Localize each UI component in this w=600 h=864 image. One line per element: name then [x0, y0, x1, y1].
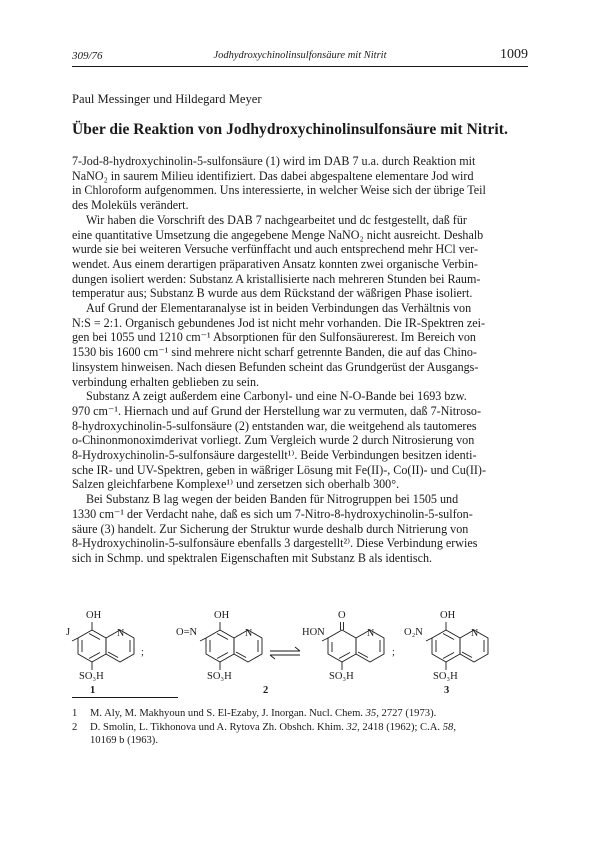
footnote-number: 1 [72, 708, 78, 719]
text-line: Salzen gleichfarbene Komplexe¹⁾ und zersetzen sich oberhalb 300°. [72, 477, 400, 492]
text-line: Bei Substanz B lag wegen der beiden Banden für Nitrogruppen bei 1505 und [86, 492, 459, 507]
text-line: sche IR- und UV-Spektren, geben in wäßriger Lösung mit Fe(II)-, Co(II)- und Cu(II)- [72, 462, 486, 477]
footnote-rule [72, 697, 178, 698]
volume: 32 [346, 721, 358, 733]
authors: Paul Messinger und Hildegard Meyer [72, 92, 262, 106]
sulfo-label: SO₃H [79, 671, 104, 682]
structure-2-oxime [302, 610, 395, 682]
text-line: wendet. Aus einem derartigen präparativen Ansatz konnten zwei organische Verbin- [72, 256, 478, 271]
text-line: eine quantitative Umsetzung die angegebene Menge NaNO₂ nicht ausreicht. Deshalb [72, 227, 484, 242]
separator: ; [141, 647, 144, 658]
text-line: 970 cm⁻¹. Hiernach und auf Grund der Herstellung war zu vermuten, daß 7-Nitroso- [72, 403, 481, 418]
text-line: dungen isoliert werden: Substanz A kristallisierte nach mehreren Stunden bei Raum- [72, 271, 481, 286]
footnote-continuation: 10169 b (1963). [90, 735, 158, 747]
volume: 35 [365, 708, 377, 719]
footnote-text [90, 707, 528, 721]
footnotes [72, 707, 528, 748]
text-line: temperatur aus; Substanz B wurde aus dem Rückstand der wäßrigen Phase isoliert. [72, 286, 473, 301]
text-line: in Chloroform aufgenommen. Uns interessierte, in welcher Weise sich der übrige Teil [72, 183, 486, 198]
header-rule [72, 66, 528, 67]
structure-1 [66, 610, 144, 694]
text-line: o-Chinonmonoximderivat vorliegt. Zum Vergleich wurde 2 durch Nitrosierung von [72, 433, 475, 448]
footnote-pages: , 2727 (1973). [376, 708, 437, 719]
article-title: Über die Reaktion von Jodhydroxychinolinsulfonsäure mit Nitrit. [72, 121, 508, 138]
structure-2-nitroso [176, 610, 262, 682]
paragraph-4 [72, 389, 528, 492]
text-line: 8-hydroxychinolin-5-sulfonsäure (2) entstanden war, die weitgehend als tautomeres [72, 418, 477, 433]
hydroxyl-label: OH [440, 610, 456, 621]
nitroso-label: O=N [176, 627, 198, 638]
footnote-text [90, 721, 528, 735]
footnote-pages: , 2418 (1962); C.A. [357, 721, 441, 733]
ring-nitrogen-label: N [471, 628, 479, 639]
article-body [72, 154, 528, 566]
iodo-label: J [66, 627, 71, 638]
text-line: sich in Schmp. und spektralen Eigenschaften mit Substanz B als identisch. [72, 550, 433, 565]
footnote-citation: D. Smolin, L. Tikhonova und A. Rytova Zh. Obshch. Khim. [90, 721, 344, 733]
footnote [72, 721, 528, 748]
text-line: NaNO₂ in saurem Milieu identifiziert. Das dabei abgespaltene elementare Jod wird [72, 168, 474, 183]
text-line: des Moleküls verändert. [72, 198, 189, 213]
equilibrium-arrow [270, 647, 300, 659]
text-line: N:S = 2:1. Organisch gebundenes Jod ist nicht mehr vorhanden. Die IR-Spektren zei- [72, 315, 485, 330]
footnote-pages: , [453, 721, 456, 733]
compound-number: 3 [444, 685, 450, 694]
footnote [72, 707, 528, 721]
text-line: säure (3) handelt. Zur Sicherung der Struktur wurde deshalb durch Nitrierung von [72, 521, 469, 536]
carbonyl-label: O [338, 610, 346, 621]
running-title: Jodhydroxychinolinsulfonsäure mit Nitrit [213, 50, 387, 61]
running-header [72, 47, 528, 66]
sulfo-label: SO₃H [329, 671, 354, 682]
hydroxyl-label: OH [214, 610, 230, 621]
paragraph-1 [72, 154, 528, 213]
ring-nitrogen-label: N [117, 628, 125, 639]
text-line: 8-Hydroxychinolin-5-sulfonsäure ebenfalls 3 dargestellt²⁾. Diese Verbindung erwies [72, 536, 478, 551]
compound-number: 2 [263, 685, 269, 694]
paragraph-3 [72, 301, 528, 389]
text-line: Wir haben die Vorschrift des DAB 7 nachgearbeitet und dc festgestellt, daß für [86, 212, 467, 227]
text-line: wurde sie bei weiteren Versuche verfünffacht und auch entsprechend mehr HCl ver- [72, 242, 478, 257]
structure-3 [404, 610, 488, 694]
paragraph-5 [72, 492, 528, 566]
footnote-citation: M. Aly, M. Makhyoun und S. El-Ezaby, J. Inorgan. Nucl. Chem. [90, 708, 363, 719]
ring-nitrogen-label: N [367, 628, 375, 639]
text-line: 7-Jod-8-hydroxychinolin-5-sulfonsäure (1) wird im DAB 7 u.a. durch Reaktion mit [72, 154, 476, 168]
separator: ; [392, 647, 395, 658]
text-line: 1530 bis 1600 cm⁻¹ sind mehrere nicht scharf getrennte Banden, die auf das Chino- [72, 345, 477, 360]
text-line: 8-Hydroxychinolin-5-sulfonsäure dargestellt¹⁾. Beide Verbindungen besitzen identi- [72, 448, 477, 463]
paragraph-2 [72, 213, 528, 301]
page-number: 1009 [500, 47, 528, 62]
sulfo-label: SO₃H [433, 671, 458, 682]
footnote-number: 2 [72, 721, 78, 733]
text-line: linsystem hinweisen. Nach diesen Befunden scheint das Grundgerüst der Ausgangs- [72, 359, 479, 374]
text-line: 1330 cm⁻¹ der Verdacht nahe, daß es sich um 7-Nitro-8-hydroxychinolin-5-sulfon- [72, 506, 473, 521]
ring-nitrogen-label: N [245, 628, 253, 639]
structure-diagram [0, 606, 600, 694]
text-line: Substanz A zeigt außerdem eine Carbonyl- und eine N-O-Bande bei 1693 bzw. [86, 389, 467, 404]
volume: 58 [442, 721, 454, 733]
text-line: verbindung erhalten geblieben zu sein. [72, 374, 260, 389]
text-line: gen bei 1055 und 1210 cm⁻¹ Absorptionen für den Sulfonsäurerest. Im Bereich von [72, 330, 476, 345]
sulfo-label: SO₃H [207, 671, 232, 682]
oxime-label: HON [302, 627, 325, 638]
page-reference: 309/76 [72, 50, 103, 62]
hydroxyl-label: OH [86, 610, 102, 621]
text-line: Auf Grund der Elementaranalyse ist in beiden Verbindungen das Verhältnis von [86, 301, 472, 316]
nitro-label: O₂N [404, 627, 423, 638]
structure-formulas [0, 606, 600, 694]
compound-number: 1 [90, 685, 96, 694]
